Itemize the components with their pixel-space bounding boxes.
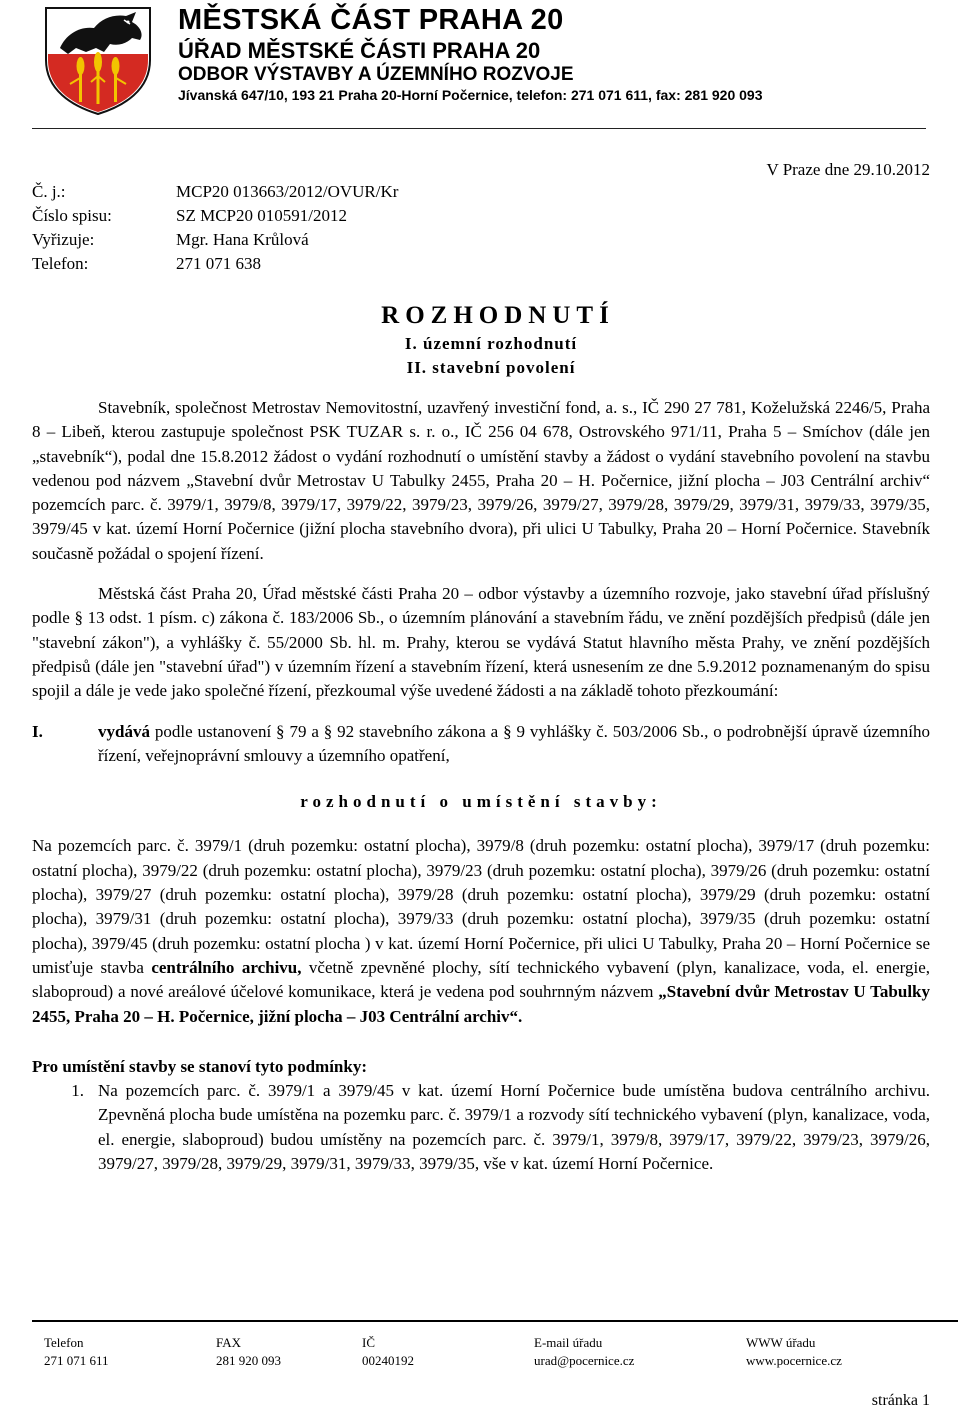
decision-item (32, 720, 930, 769)
footer-divider (32, 1320, 958, 1322)
condition-number: 1. (71, 1081, 84, 1101)
reference-value: MCP20 013663/2012/OVUR/Kr (176, 182, 399, 201)
footer-value: 271 071 611 (44, 1353, 109, 1368)
header-divider (32, 128, 926, 129)
office-address: Jívanská 647/10, 193 21 Praha 20-Horní Počernice, telefon: 271 071 611, fax: 281 920 093 (178, 87, 763, 103)
reference-row (32, 180, 398, 204)
footer-label: IČ (362, 1335, 375, 1350)
authority-paragraph: Městská část Praha 20, Úřad městské části Praha 20 – odbor výstavby a územního rozvoje, jako stavební úřad příslušný podle § 13 odst. 1 písm. c) zákona č. 183/2006 Sb., o územním plánování a stavebním řádu, ve znění pozdějších předpisů (dále jen "stavební zákon"), a vyhlášky č. 55/2000 Sb. hl. m. Prahy, kterou se vydává Statut hlavního města Prahy, ve znění pozdějších předpisů (dále jen "stavební úřad") v územním řízení a stavebním řízení, která usnesením ze dne 5.9.2012 poznamenaným do spisu spojil a dále je vede jako společné řízení, přezkoumal výše uvedené žádosti a na základě tohoto přezkoumání: (32, 584, 930, 701)
footer-label: FAX (216, 1335, 242, 1350)
placement-paragraph (32, 834, 930, 1028)
placement-bold-1: centrálního archivu, (151, 957, 302, 977)
title-sub-1: I. územní rozhodnutí (404, 334, 578, 353)
reference-row (32, 252, 398, 276)
office-name: ÚŘAD MĚSTSKÉ ČÁSTI PRAHA 20 (178, 38, 541, 63)
footer-value: 00240192 (362, 1353, 414, 1368)
reference-value: Mgr. Hana Krůlová (176, 230, 309, 249)
reference-label: Telefon: (32, 254, 89, 273)
reference-row (32, 204, 398, 228)
document-body (32, 396, 930, 1176)
document-date: V Praze dne 29.10.2012 (766, 160, 930, 179)
condition-item (32, 1079, 930, 1176)
footer-label: WWW úřadu (746, 1335, 816, 1350)
title-main: ROZHODNUTÍ (381, 302, 615, 329)
page-number: stránka 1 (871, 1392, 930, 1409)
footer-fax (216, 1334, 281, 1370)
reference-row (32, 228, 398, 252)
footer-value[interactable]: www.pocernice.cz (746, 1353, 842, 1368)
department-name: ODBOR VÝSTAVBY A ÚZEMNÍHO ROZVOJE (178, 64, 574, 85)
reference-value: SZ MCP20 010591/2012 (176, 206, 347, 225)
reference-label: Č. j.: (32, 182, 66, 201)
placement-bold-2: „Stavební dvůr Metrostav U Tabulky 2455, Praha 20 – H. Počernice, jižní plocha – J03 Centrální archiv“. (32, 982, 931, 1026)
title-sub-2: II. stavební povolení (406, 358, 576, 377)
municipality-name: MĚSTSKÁ ČÁST PRAHA 20 (178, 4, 564, 36)
footer-label: Telefon (44, 1335, 84, 1350)
office-header (178, 2, 938, 104)
section-heading: rozhodnutí o umístění stavby: (300, 792, 662, 812)
coat-of-arms-icon (40, 4, 156, 116)
placement-text: Na pozemcích parc. č. 3979/1 (druh pozemku: ostatní plocha), 3979/8 (druh pozemku: ostatní plocha), 3979/17 (druh pozemku: ostatní plocha), 3979/22 (druh pozemku: ostatní plocha), 3979/23 (druh pozemku: ostatní plocha), 3979/26 (druh pozemku: ostatní plocha), 3979/27 (druh pozemku: ostatní plocha), 3979/28 (druh pozemku: ostatní plocha), 3979/29 (druh pozemku: ostatní plocha), 3979/31 (druh pozemku: ostatní plocha), 3979/33 (druh pozemku: ostatní plocha), 3979/35 (druh pozemku: ostatní plocha), 3979/45 (druh pozemku: ostatní plocha ) v kat. území Horní Počernice, při ulici U Tabulky, Praha 20 – Horní Počernice se umisťuje stavba (32, 836, 930, 977)
footer-phone (44, 1334, 109, 1370)
conditions-heading: Pro umístění stavby se stanoví tyto podmínky: (32, 1056, 367, 1076)
applicant-paragraph: Stavebník, společnost Metrostav Nemovitostní, uzavřený investiční fond, a. s., IČ 290 27 781, Koželužská 2246/5, Praha 8 – Libeň, kterou zastupuje společnost PSK TUZAR s. r. o., IČ 256 04 678, Ostrovského 971/11, Praha 5 – Smíchov (dále jen „stavebník“), podal dne 15.8.2012 žádost o vydání rozhodnutí o umístění stavby a žádost o vydání stavebního povolení na stavbu vedenou pod názvem „Stavební dvůr Metrostav U Tabulky 2455, Praha 20 – H. Počernice, jižní plocha – J03 Centrální archiv“ pozemcích parc. č. 3979/1, 3979/8, 3979/17, 3979/22, 3979/23, 3979/26, 3979/27, 3979/28, 3979/29, 3979/31, 3979/33, 3979/35, 3979/45 v kat. území Horní Počernice (jižní plocha stavebního dvora), při ulici U Tabulky, Praha 20 – Horní Počernice. Stavebník současně požádal o spojení řízení. (32, 398, 930, 563)
footer-web (746, 1334, 842, 1370)
condition-text: Na pozemcích parc. č. 3979/1 a 3979/45 v kat. území Horní Počernice bude umístěna budova centrálního archivu. Zpevněná plocha bude umístěna na pozemku parc. č. 3979/1 a rozvody sítí technického vybavení (plyn, kanalizace, voda, el. energie, slaboproud) budou umístěny na pozemcích parc. č. 3979/1, 3979/8, 3979/17, 3979/22, 3979/23, 3979/26, 3979/27, 3979/28, 3979/29, 3979/31, 3979/33, 3979/35, vše v kat. území Horní Počernice. (98, 1081, 930, 1174)
footer-ico (362, 1334, 414, 1370)
decision-body: podle ustanovení § 79 a § 92 stavebního zákona a § 9 vyhlášky č. 503/2006 Sb., o podrobnější úpravě územního řízení, veřejnoprávní smlouvy a územního opatření, (98, 721, 930, 765)
footer-value: 281 920 093 (216, 1353, 281, 1368)
reference-label: Číslo spisu: (32, 206, 112, 225)
decision-number: I. (32, 721, 43, 741)
document-title (0, 300, 960, 380)
placement-text-2: včetně zpevněné plochy, sítí technického vybavení (plyn, kanalizace, voda, el. energie, slaboproud) a nové areálové účelové komunikace, která je vedena pod souhrnným názvem (32, 957, 930, 1002)
reference-value: 271 071 638 (176, 254, 261, 273)
decision-verb: vydává (98, 721, 150, 741)
decision-text (98, 720, 930, 769)
reference-label: Vyřizuje: (32, 230, 95, 249)
footer-value[interactable]: urad@pocernice.cz (534, 1353, 635, 1368)
footer-email (534, 1334, 634, 1370)
footer-label: E-mail úřadu (534, 1335, 603, 1350)
reference-block (32, 180, 398, 276)
